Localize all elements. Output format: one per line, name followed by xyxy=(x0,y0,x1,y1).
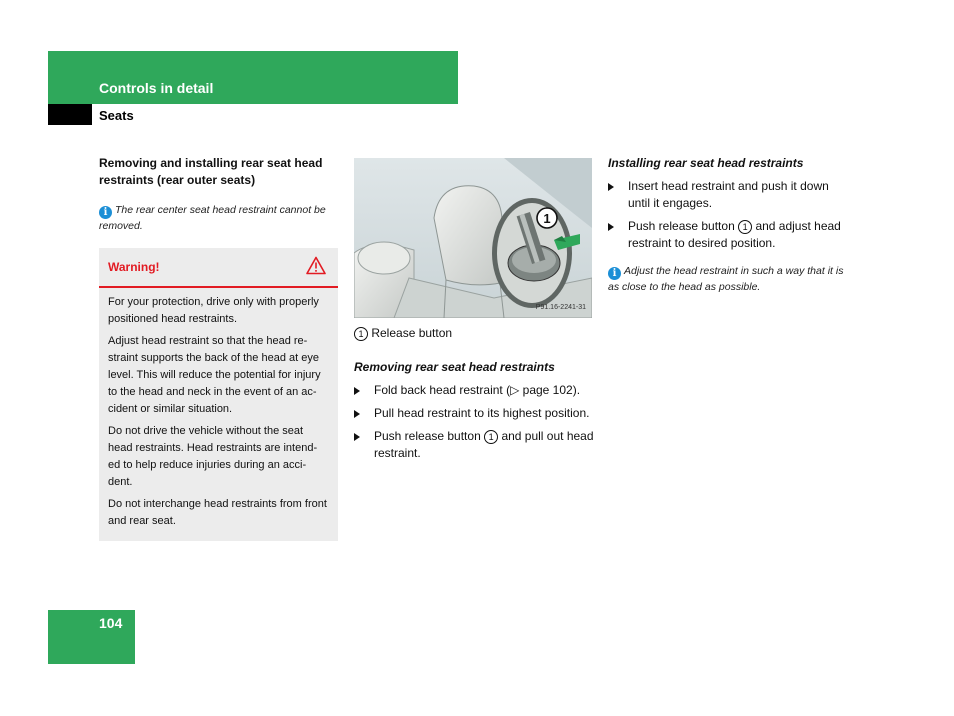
subsection-title: Seats xyxy=(99,108,134,123)
step-text: Pull head restraint to its highest position. xyxy=(374,406,590,420)
warning-paragraph: Adjust head restraint so that the head re-straint supports the back of the head at eye level. This will reduce the potential for injury to the head and neck in the event of an ac-cident or similar situation. xyxy=(108,335,321,415)
head-restraint-illustration xyxy=(354,158,592,318)
warning-paragraph: For your protection, drive only with properly positioned head restraints. xyxy=(108,296,319,325)
removing-steps xyxy=(354,382,594,462)
step-text: Fold back head restraint ( xyxy=(374,383,511,397)
section-title: Controls in detail xyxy=(99,80,214,96)
installing-heading: Installing rear seat head restraints xyxy=(608,156,804,170)
bullet-arrow-icon xyxy=(354,410,360,418)
section-tab-marker xyxy=(48,104,92,125)
release-button-number: 1 xyxy=(738,220,752,234)
header-band xyxy=(48,51,458,104)
list-item xyxy=(354,405,594,422)
warning-body xyxy=(99,288,338,541)
bullet-arrow-icon xyxy=(608,183,614,191)
warning-triangle-icon xyxy=(306,256,326,280)
release-button-number: 1 xyxy=(484,430,498,444)
info-note-text: Adjust the head restraint in such a way that it is as close to the head as possible. xyxy=(608,265,844,293)
page-ref-arrow-icon: ▷ xyxy=(510,383,523,397)
bullet-arrow-icon xyxy=(354,387,360,395)
bullet-arrow-icon xyxy=(608,223,614,231)
warning-title: Warning! xyxy=(108,260,160,274)
warning-paragraph: Do not interchange head restraints from front and rear seat. xyxy=(108,498,327,527)
section-heading: Removing and installing rear seat head restraints (rear outer seats) xyxy=(99,156,323,187)
installing-steps xyxy=(608,178,848,252)
info-note-text: The rear center seat head restraint cannot be removed. xyxy=(99,204,326,232)
page-number: 104 xyxy=(99,615,123,631)
step-text: Insert head restraint and push it down until it engages. xyxy=(628,179,829,210)
step-text: and adjust head restraint to desired position. xyxy=(628,219,841,250)
list-item xyxy=(608,178,848,212)
warning-header xyxy=(99,248,338,288)
info-icon: i xyxy=(608,267,621,280)
bullet-arrow-icon xyxy=(354,433,360,441)
warning-box xyxy=(99,248,338,541)
step-text: Push release button xyxy=(628,219,735,233)
figure-caption xyxy=(354,325,594,342)
warning-paragraph: Do not drive the vehicle without the seat head restraints. Head restraints are intend-ed to help reduce injuries during an acci-dent. xyxy=(108,425,318,488)
head-restraint-figure xyxy=(354,158,592,318)
list-item xyxy=(608,218,848,252)
figure-code: P91.16-2241-31 xyxy=(535,304,586,311)
step-text: ). xyxy=(572,383,581,397)
removing-heading: Removing rear seat head restraints xyxy=(354,360,555,374)
column-middle xyxy=(354,158,594,468)
step-text: Push release button xyxy=(374,429,481,443)
caption-text: Release button xyxy=(371,326,453,340)
figure-callout-1: 1 xyxy=(543,211,551,226)
step-text: and pull out head restraint. xyxy=(374,429,594,460)
caption-number: 1 xyxy=(354,327,368,341)
column-right xyxy=(608,155,848,295)
page-reference-link[interactable]: page 102 xyxy=(522,383,573,397)
list-item xyxy=(354,382,594,399)
info-note xyxy=(99,203,339,234)
info-note xyxy=(608,264,848,295)
info-icon: i xyxy=(99,206,112,219)
column-left xyxy=(99,155,339,541)
list-item xyxy=(354,428,594,462)
